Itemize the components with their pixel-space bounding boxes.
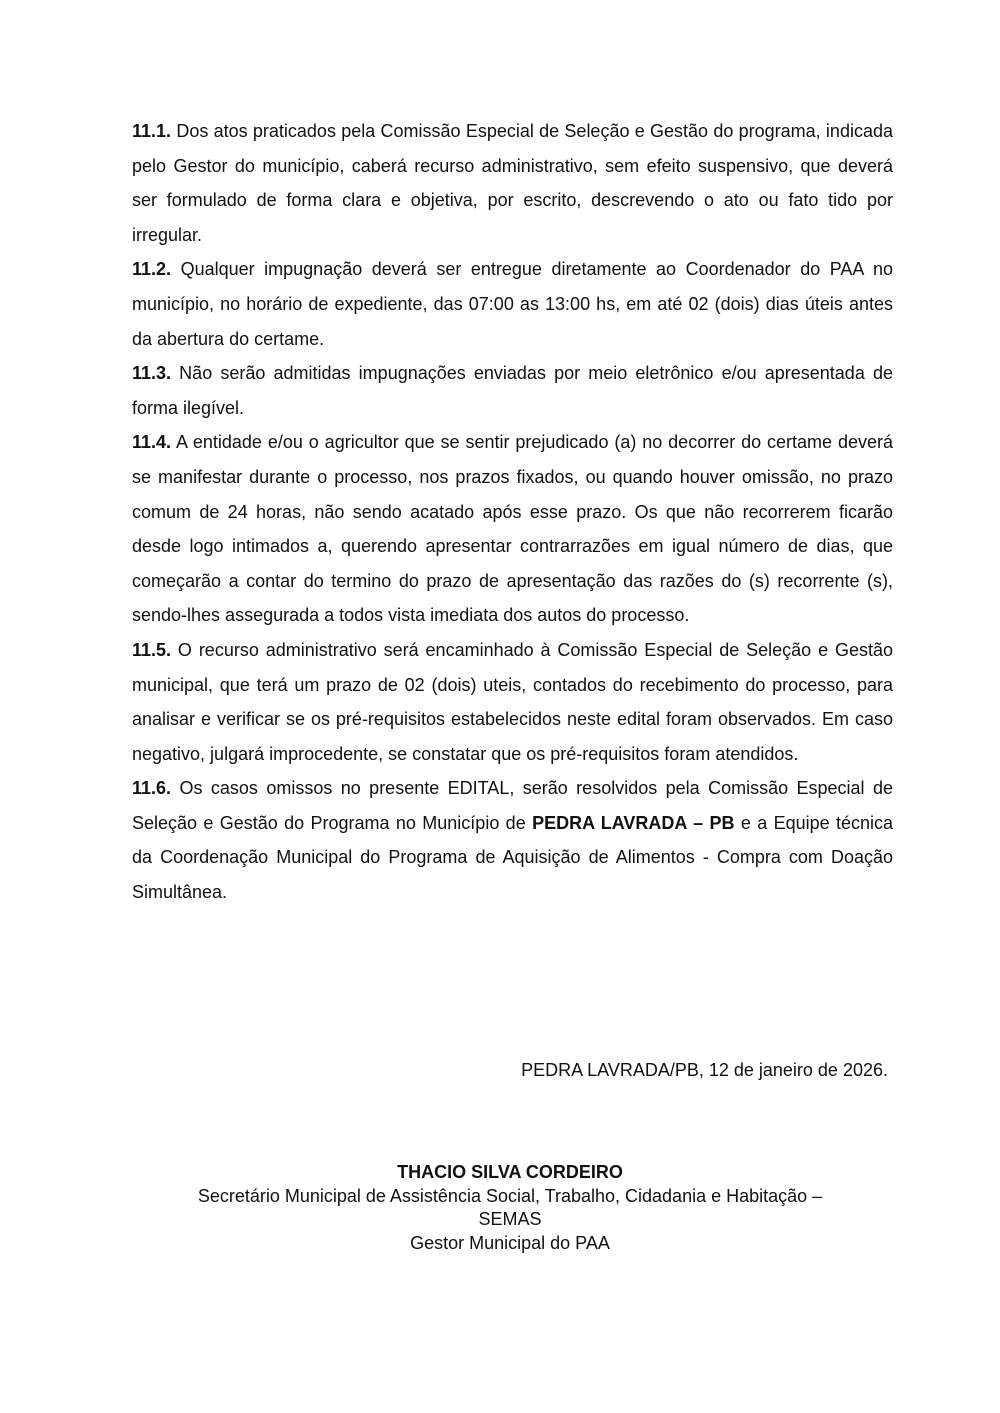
clause-text: Os casos omissos no presente EDITAL, serão resolvidos pela Comissão Especial de Seleção e Gestão do Programa no Município de	[132, 778, 893, 833]
clause-11-3	[132, 356, 893, 425]
signatory-title: Gestor Municipal do PAA	[410, 1232, 610, 1253]
clause-number: 11.4.	[132, 432, 172, 453]
signatory-role: Secretário Municipal de Assistência Social, Trabalho, Cidadania e Habitação –	[197, 1185, 823, 1206]
clause-number: 11.1.	[132, 121, 172, 141]
clause-11-5	[132, 633, 893, 771]
signatory-name: THACIO SILVA CORDEIRO	[397, 1162, 623, 1182]
clause-11-1	[132, 114, 893, 252]
place-and-date: PEDRA LAVRADA/PB, 12 de janeiro de 2026.	[521, 1060, 888, 1080]
clause-number: 11.2.	[132, 259, 172, 280]
clause-text: O recurso administrativo será encaminhado à Comissão Especial de Seleção e Gestão municipal, que terá um prazo de 02 (dois) uteis, contados do recebimento do processo, para analisar e verificar se os pré-requisitos estabelecidos neste edital foram observados. Em caso negativo, julgará improcedente, se constatar que os pré-requisitos foram atendidos.	[132, 639, 893, 764]
clause-11-6	[132, 771, 893, 909]
clause-number: 11.5.	[132, 639, 172, 660]
clause-text: Dos atos praticados pela Comissão Especial de Seleção e Gestão do programa, indicada pelo Gestor do município, caberá recurso administrativo, sem efeito suspensivo, que deverá ser formulado de forma clara e objetiva, por escrito, descrevendo o ato ou fato tido por irregular.	[132, 121, 893, 245]
clauses-section	[132, 114, 893, 910]
clause-text: Não serão admitidas impugnações enviadas por meio eletrônico e/ou apresentada de forma ilegível.	[132, 363, 893, 418]
signatory-role-abbreviation: SEMAS	[478, 1209, 542, 1229]
clause-text: Qualquer impugnação deverá ser entregue diretamente ao Coordenador do PAA no município, no horário de expediente, das 07:00 as 13:00 hs, em até 02 (dois) dias úteis antes da abertura do certame.	[132, 259, 893, 349]
municipality-name: PEDRA LAVRADA – PB	[532, 812, 735, 833]
signature-block	[140, 1161, 880, 1255]
clause-number: 11.6.	[132, 778, 172, 799]
clause-number: 11.3.	[132, 363, 172, 384]
clause-11-4	[132, 425, 893, 633]
clause-11-2	[132, 252, 893, 356]
clause-text-continued: e a Equipe técnica da Coordenação Municipal do Programa de Aquisição de Alimentos - Compra com Doação Simultânea.	[132, 812, 894, 903]
clause-text: A entidade e/ou o agricultor que se sentir prejudicado (a) no decorrer do certame deverá se manifestar durante o processo, nos prazos fixados, ou quando houver omissão, no prazo comum de 24 horas, não sendo acatado após esse prazo. Os que não recorrerem ficarão desde logo intimados a, querendo apresentar contrarrazões em igual número de dias, que começarão a contar do termino do prazo de apresentação das razões do (s) recorrente (s), sendo-lhes assegurada a todos vista imediata dos autos do processo.	[132, 432, 893, 626]
